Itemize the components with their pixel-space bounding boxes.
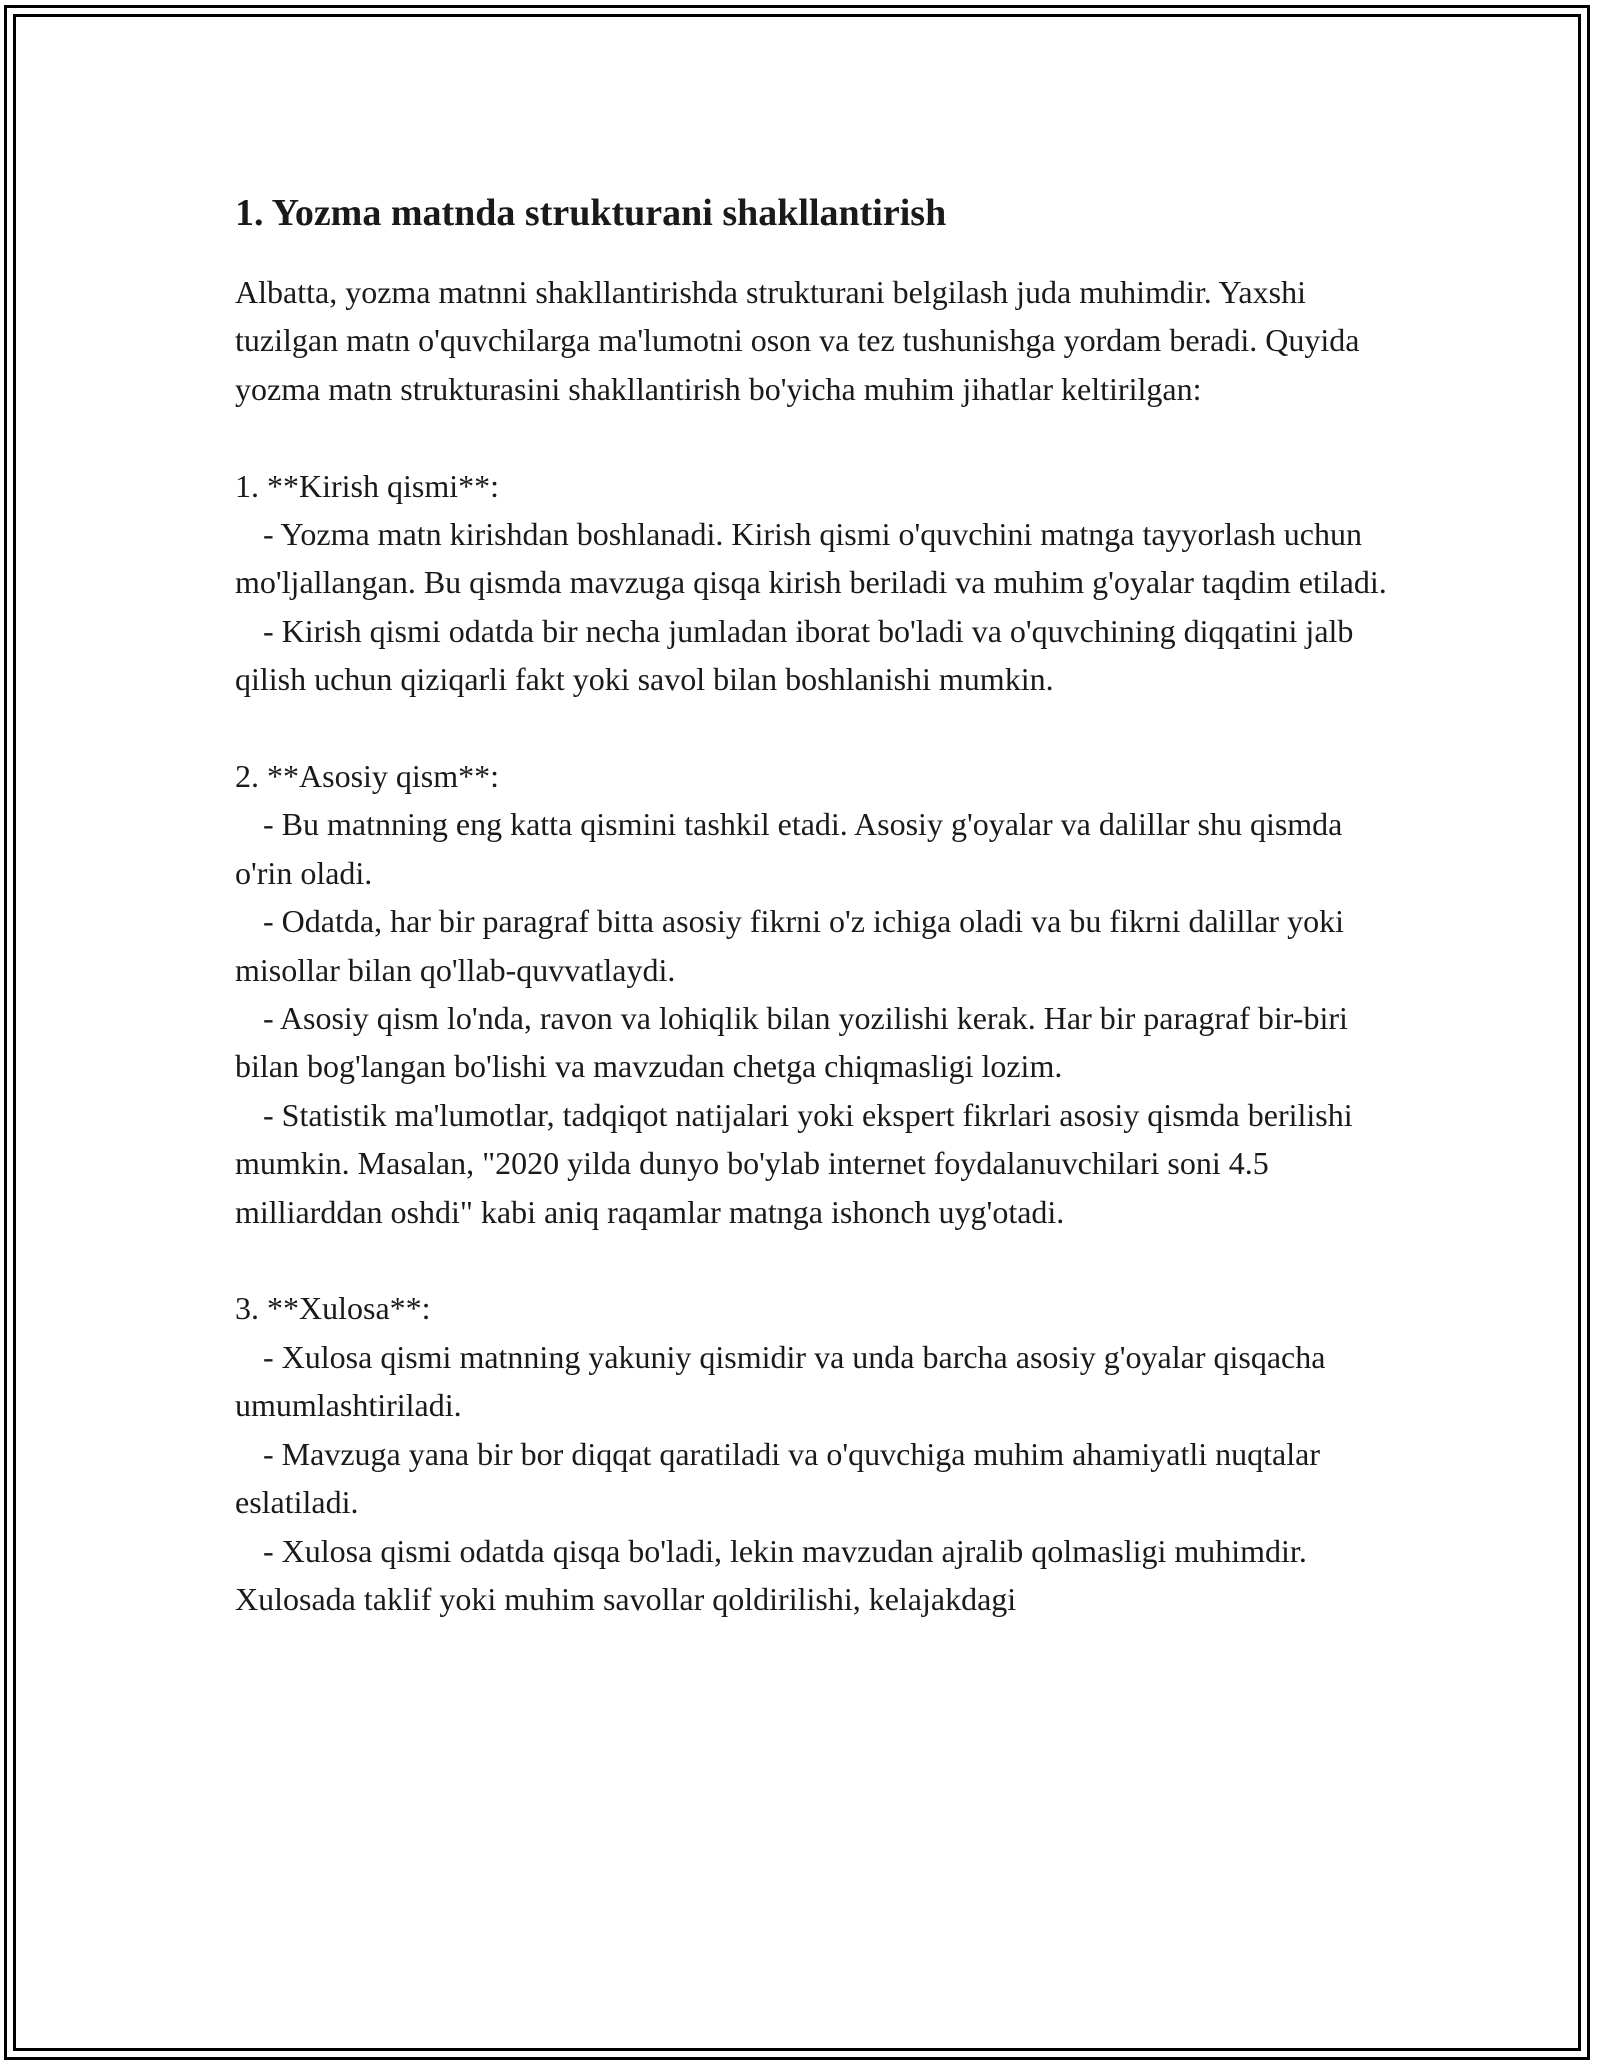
document-title: 1. Yozma matnda strukturani shakllantirish [235, 192, 947, 234]
intro-paragraph: Albatta, yozma matnni shakllantirishda strukturani belgilash juda muhimdir. Yaxshi tuzilgan matn o'quvchilarga ma'lumotni oson va tez tushunishga yordam beradi. Quyida yozma matn strukturasini shakllantirish bo'yicha muhim jihatlar keltirilgan: [235, 274, 1368, 407]
list-item: - Yozma matn kirishdan boshlanadi. Kirish qismi o'quvchini matnga tayyorlash uchun mo'ljallangan. Bu qismda mavzuga qisqa kirish beriladi va muhim g'oyalar taqdim etiladi. [235, 516, 1387, 601]
section-heading: 1. **Kirish qismi**: [235, 467, 500, 504]
list-item: - Xulosa qismi matnning yakuniy qismidir va unda barcha asosiy g'oyalar qisqacha umumlashtiriladi. [235, 1338, 1334, 1424]
list-item: - Xulosa qismi odatda qisqa bo'ladi, lekin mavzudan ajralib qolmasligi muhimdir. Xulosada taklif yoki muhim savollar qoldirilishi, kelajakdagi [235, 1532, 1315, 1617]
section-heading: 3. **Xulosa**: [235, 1290, 431, 1327]
list-item: - Bu matnning eng katta qismini tashkil etadi. Asosiy g'oyalar va dalillar shu qismda o'rin oladi. [235, 806, 1351, 891]
list-item: - Kirish qismi odatda bir necha jumladan iborat bo'ladi va o'quvchining diqqatini jalb qilish uchun qiziqarli fakt yoki savol bilan boshlanishi mumkin. [235, 612, 1362, 698]
spacer [235, 413, 1395, 461]
list-item: - Mavzuga yana bir bor diqqat qaratiladi va o'quvchiga muhim ahamiyatli nuqtalar eslatiladi. [235, 1435, 1328, 1521]
section-heading: 2. **Asosiy qism**: [235, 758, 500, 795]
spacer [235, 1236, 1395, 1284]
section-asosiy [235, 752, 1395, 1236]
list-item: - Asosiy qism lo'nda, ravon va lohiqlik bilan yozilishi kerak. Har bir paragraf bir-biri bilan bog'langan bo'lishi va mavzudan chetga chiqmasligi lozim. [235, 1000, 1356, 1085]
document-body [235, 188, 1395, 1623]
list-item: - Statistik ma'lumotlar, tadqiqot natijalari yoki ekspert fikrlari asosiy qismda berilishi mumkin. Masalan, "2020 yilda dunyo bo'ylab internet foydalanuvchilari soni 4.5 milliarddan oshdi" kabi aniq raqamlar matnga ishonch uyg'otadi. [235, 1096, 1361, 1230]
section-kirish [235, 462, 1395, 704]
section-xulosa [235, 1284, 1395, 1623]
spacer [235, 704, 1395, 752]
list-item: - Odatda, har bir paragraf bitta asosiy fikrni o'z ichiga oladi va bu fikrni dalillar yoki misollar bilan qo'llab-quvvatlaydi. [235, 903, 1352, 988]
